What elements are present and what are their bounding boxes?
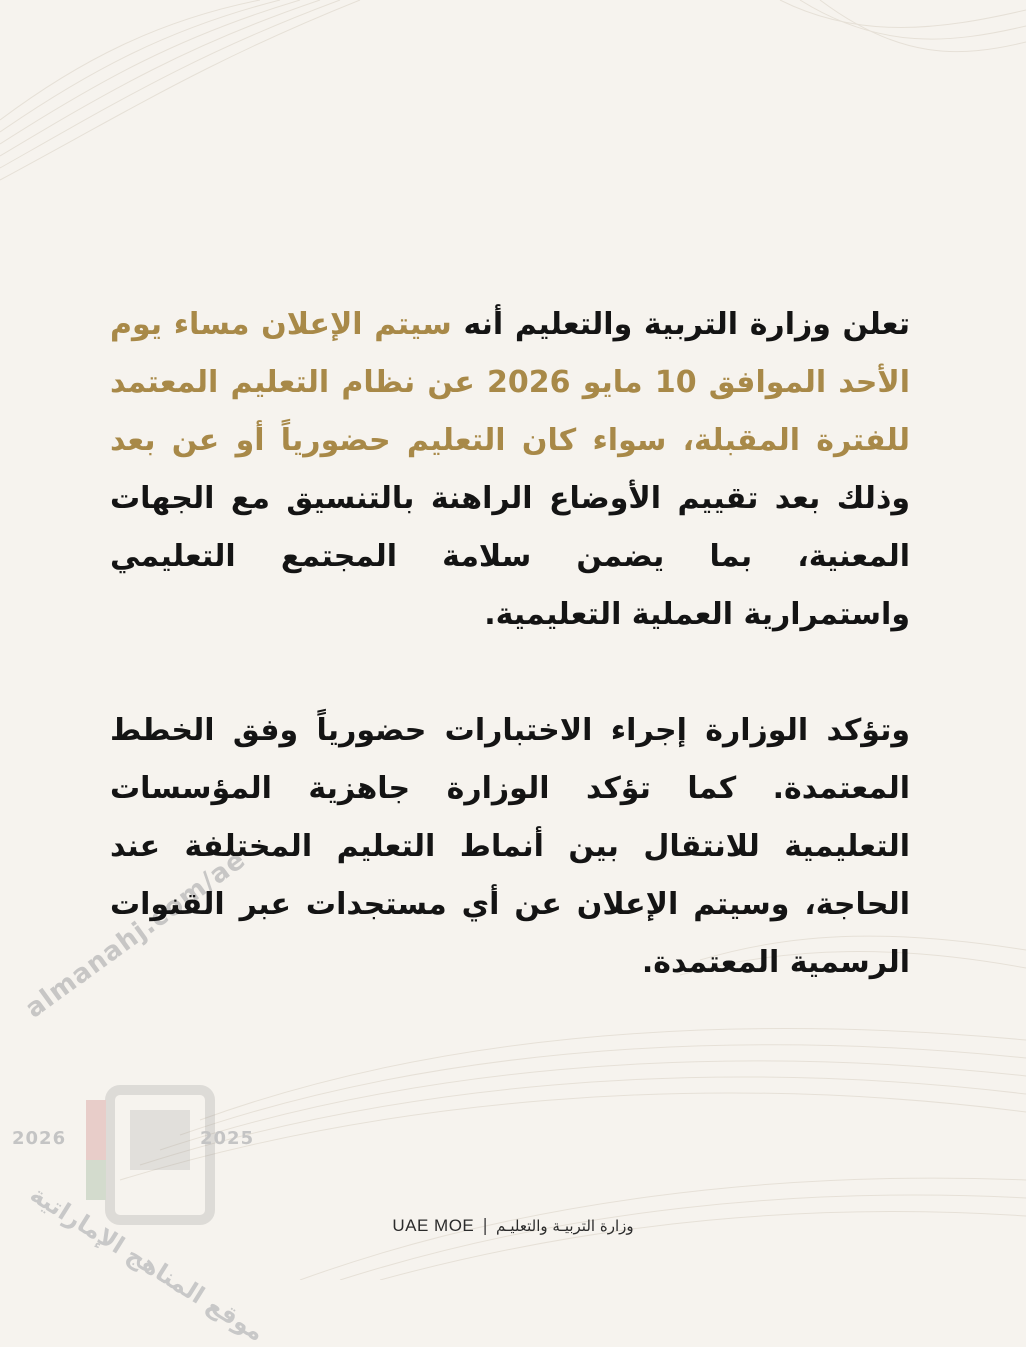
watermark-year-right: 2025	[200, 1128, 255, 1149]
paragraph-rest: وذلك بعد تقييم الأوضاع الراهنة بالتنسيق مع الجهات المعنية، بما يضمن سلامة المجتمع التعليمي واستمرارية العملية التعليمية.	[110, 481, 910, 632]
paragraph-announcement	[110, 296, 910, 644]
footer-separator: |	[482, 1216, 489, 1236]
highlighted-text: سيتم الإعلان مساء يوم الأحد الموافق 10 مايو 2026 عن نظام التعليم المعتمد للفترة المقبلة، سواء كان التعليم حضورياً أو عن بعد	[110, 307, 910, 458]
footer-english: UAE MOE	[392, 1216, 475, 1235]
announcement-body	[110, 296, 910, 992]
footer	[0, 1216, 1026, 1236]
watermark-arabic: موقع المناهج الإماراتية	[25, 1180, 270, 1347]
watermark-year-left: 2026	[12, 1128, 67, 1149]
paragraph-exams: وتؤكد الوزارة إجراء الاختبارات حضورياً وفق الخطط المعتمدة. كما تؤكد الوزارة جاهزية المؤسسات التعليمية للانتقال بين أنماط التعليم المختلفة عند الحاجة، وسيتم الإعلان عن أي مستجدات عبر القنوات الرسمية المعتمدة.	[110, 713, 910, 980]
footer-arabic: وزارة التربيـة والتعليـم	[496, 1217, 634, 1235]
intro-text: تعلن وزارة التربية والتعليم أنه	[463, 307, 910, 342]
watermark-url: almanahj.com/ae	[20, 844, 252, 1025]
